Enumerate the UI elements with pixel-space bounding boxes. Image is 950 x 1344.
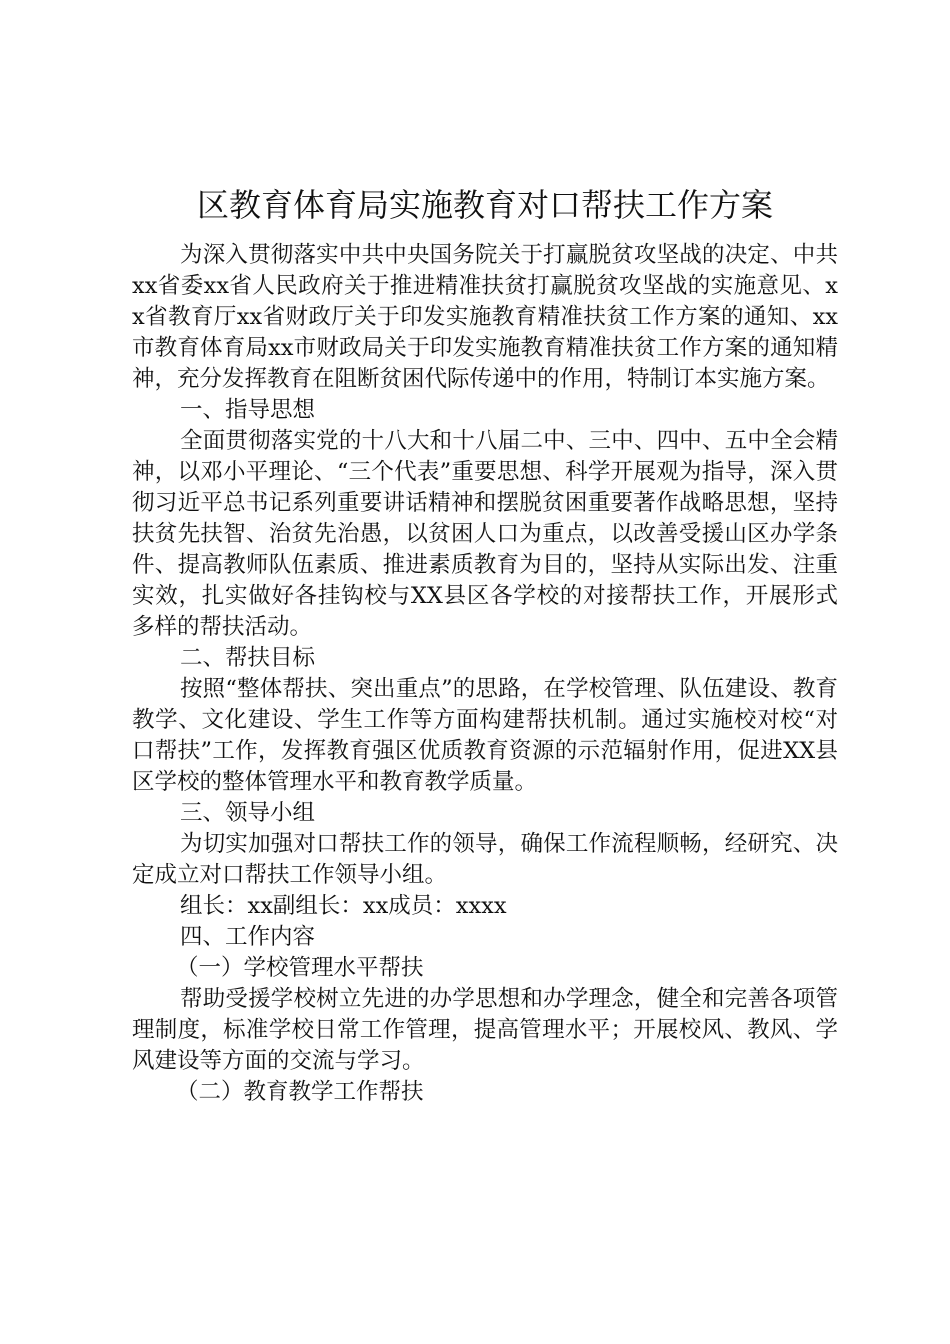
section-body-leadership-group: 为切实加强对口帮扶工作的领导，确保工作流程顺畅，经研究、决定成立对口帮扶工作领导小组。 bbox=[132, 831, 838, 888]
subsection-heading-teaching-work: （二）教育教学工作帮扶 bbox=[176, 1079, 424, 1105]
section-heading-leadership-group: 三、领导小组 bbox=[180, 800, 316, 826]
section-body-guiding-ideology: 全面贯彻落实党的十八大和十八届二中、三中、四中、五中全会精神，以邓小平理论、“三个代表”重要思想、科学开展观为指导，深入贯彻习近平总书记系列重要讲话精神和摆脱贫困重要著作战略思想，坚持扶贫先扶智、治贫先治愚，以贫困人口为重点，以改善受援山区办学条件、提高教师队伍素质、推进素质教育为目的，坚持从实际出发、注重实效，扎实做好各挂钩校与XX县区各学校的对接帮扶工作，开展形式多样的帮扶活动。 bbox=[132, 428, 838, 640]
subsection-body-school-management: 帮助受援学校树立先进的办学思想和办学理念，健全和完善各项管理制度，标准学校日常工作管理，提高管理水平；开展校风、教风、学风建设等方面的交流与学习。 bbox=[132, 986, 838, 1074]
subsection-heading-school-management: （一）学校管理水平帮扶 bbox=[176, 955, 424, 981]
section-body-assistance-goals: 按照“整体帮扶、突出重点”的思路，在学校管理、队伍建设、教育教学、文化建设、学生工作等方面构建帮扶机制。通过实施校对校“对口帮扶”工作，发挥教育强区优质教育资源的示范辐射作用，促进XX县区学校的整体管理水平和教育教学质量。 bbox=[132, 676, 838, 795]
document-title: 区教育体育局实施教育对口帮扶工作方案 bbox=[196, 186, 773, 224]
section-heading-assistance-goals: 二、帮扶目标 bbox=[180, 645, 316, 671]
section-heading-guiding-ideology: 一、指导思想 bbox=[180, 397, 316, 423]
intro-paragraph: 为深入贯彻落实中共中央国务院关于打赢脱贫攻坚战的决定、中共xx省委xx省人民政府关于推进精准扶贫打赢脱贫攻坚战的实施意见、xx省教育厅xx省财政厅关于印发实施教育精准扶贫工作方案的通知、xx市教育体育局xx市财政局关于印发实施教育精准扶贫工作方案的通知精神，充分发挥教育在阻断贫困代际传递中的作用，特制订本实施方案。 bbox=[132, 242, 838, 392]
leadership-members: 组长：xx副组长：xx成员：xxxx bbox=[180, 893, 507, 919]
section-heading-work-content: 四、工作内容 bbox=[180, 924, 316, 950]
